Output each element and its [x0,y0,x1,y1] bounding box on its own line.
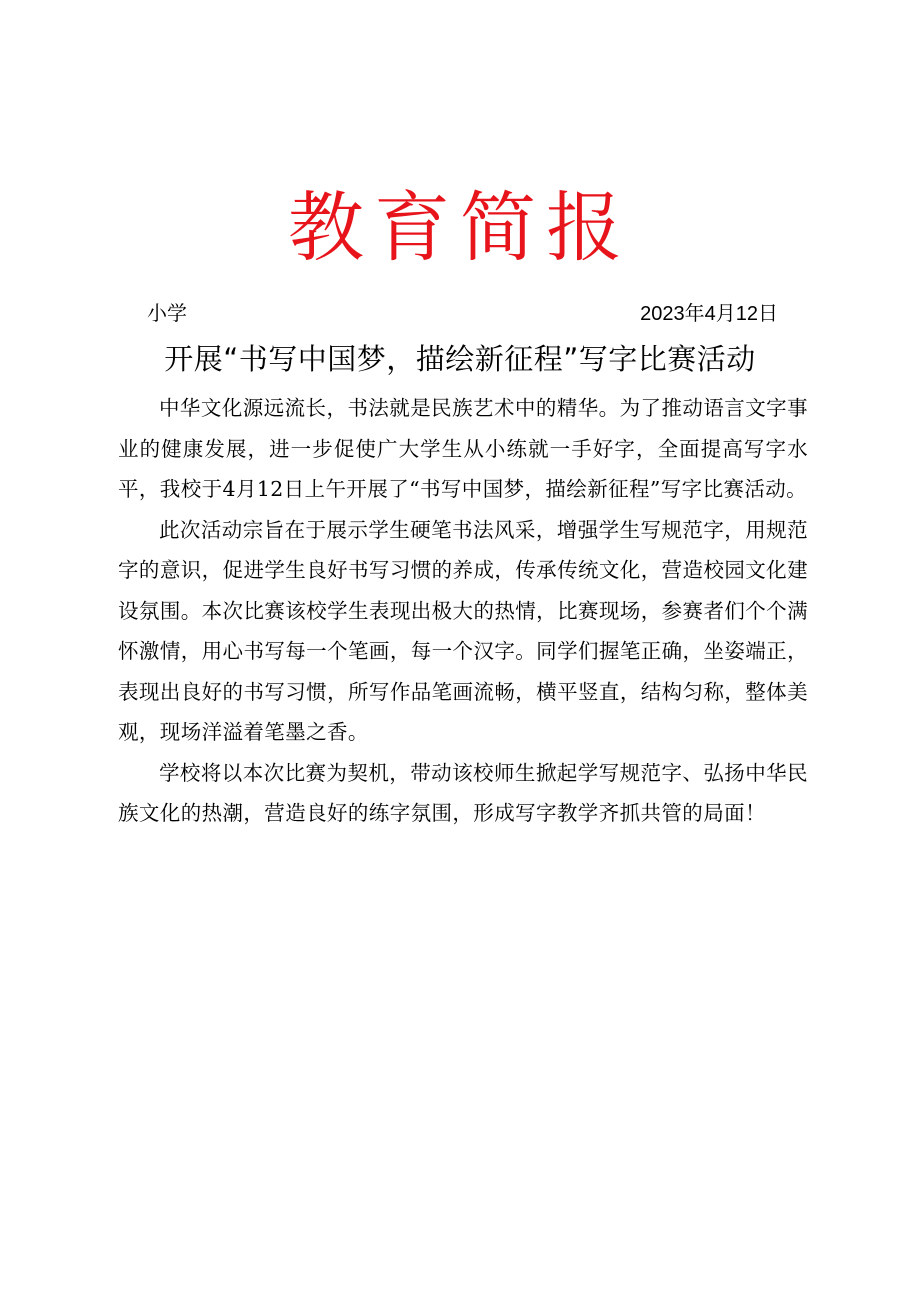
masthead-title: 教育简报 [288,183,632,272]
meta-row [0,300,920,328]
article-paragraph: 学校将以本次比赛为契机，带动该校师生掀起学写规范字、弘扬中华民族文化的热潮，营造良好的练字氛围，形成写字教学齐抓共管的局面！ [118,760,808,825]
report-date: 2023年4月12日 [640,303,778,325]
article-paragraph: 中华文化源远流长，书法就是民族艺术中的精华。为了推动语言文字事业的健康发展，进一步促使广大学生从小练就一手好字，全面提高写字水平，我校于4月12日上午开展了“书写中国梦，描绘新征程”写字比赛活动。 [118,396,808,501]
article-paragraph: 此次活动宗旨在于展示学生硬笔书法风采，增强学生写规范字，用规范字的意识，促进学生良好书写习惯的养成，传承传统文化，营造校园文化建设氛围。本次比赛该校学生表现出极大的热情，比赛现场，参赛者们个个满怀激情，用心书写每一个笔画，每一个汉字。同学们握笔正确，坐姿端正，表现出良好的书写习惯，所写作品笔画流畅，横平竖直，结构匀称，整体美观，现场洋溢着笔墨之香。 [118,517,808,744]
article-body [118,388,808,834]
school-name: 小学 [147,303,187,325]
article-headline: 开展“书写中国梦，描绘新征程”写字比赛活动 [164,342,756,376]
